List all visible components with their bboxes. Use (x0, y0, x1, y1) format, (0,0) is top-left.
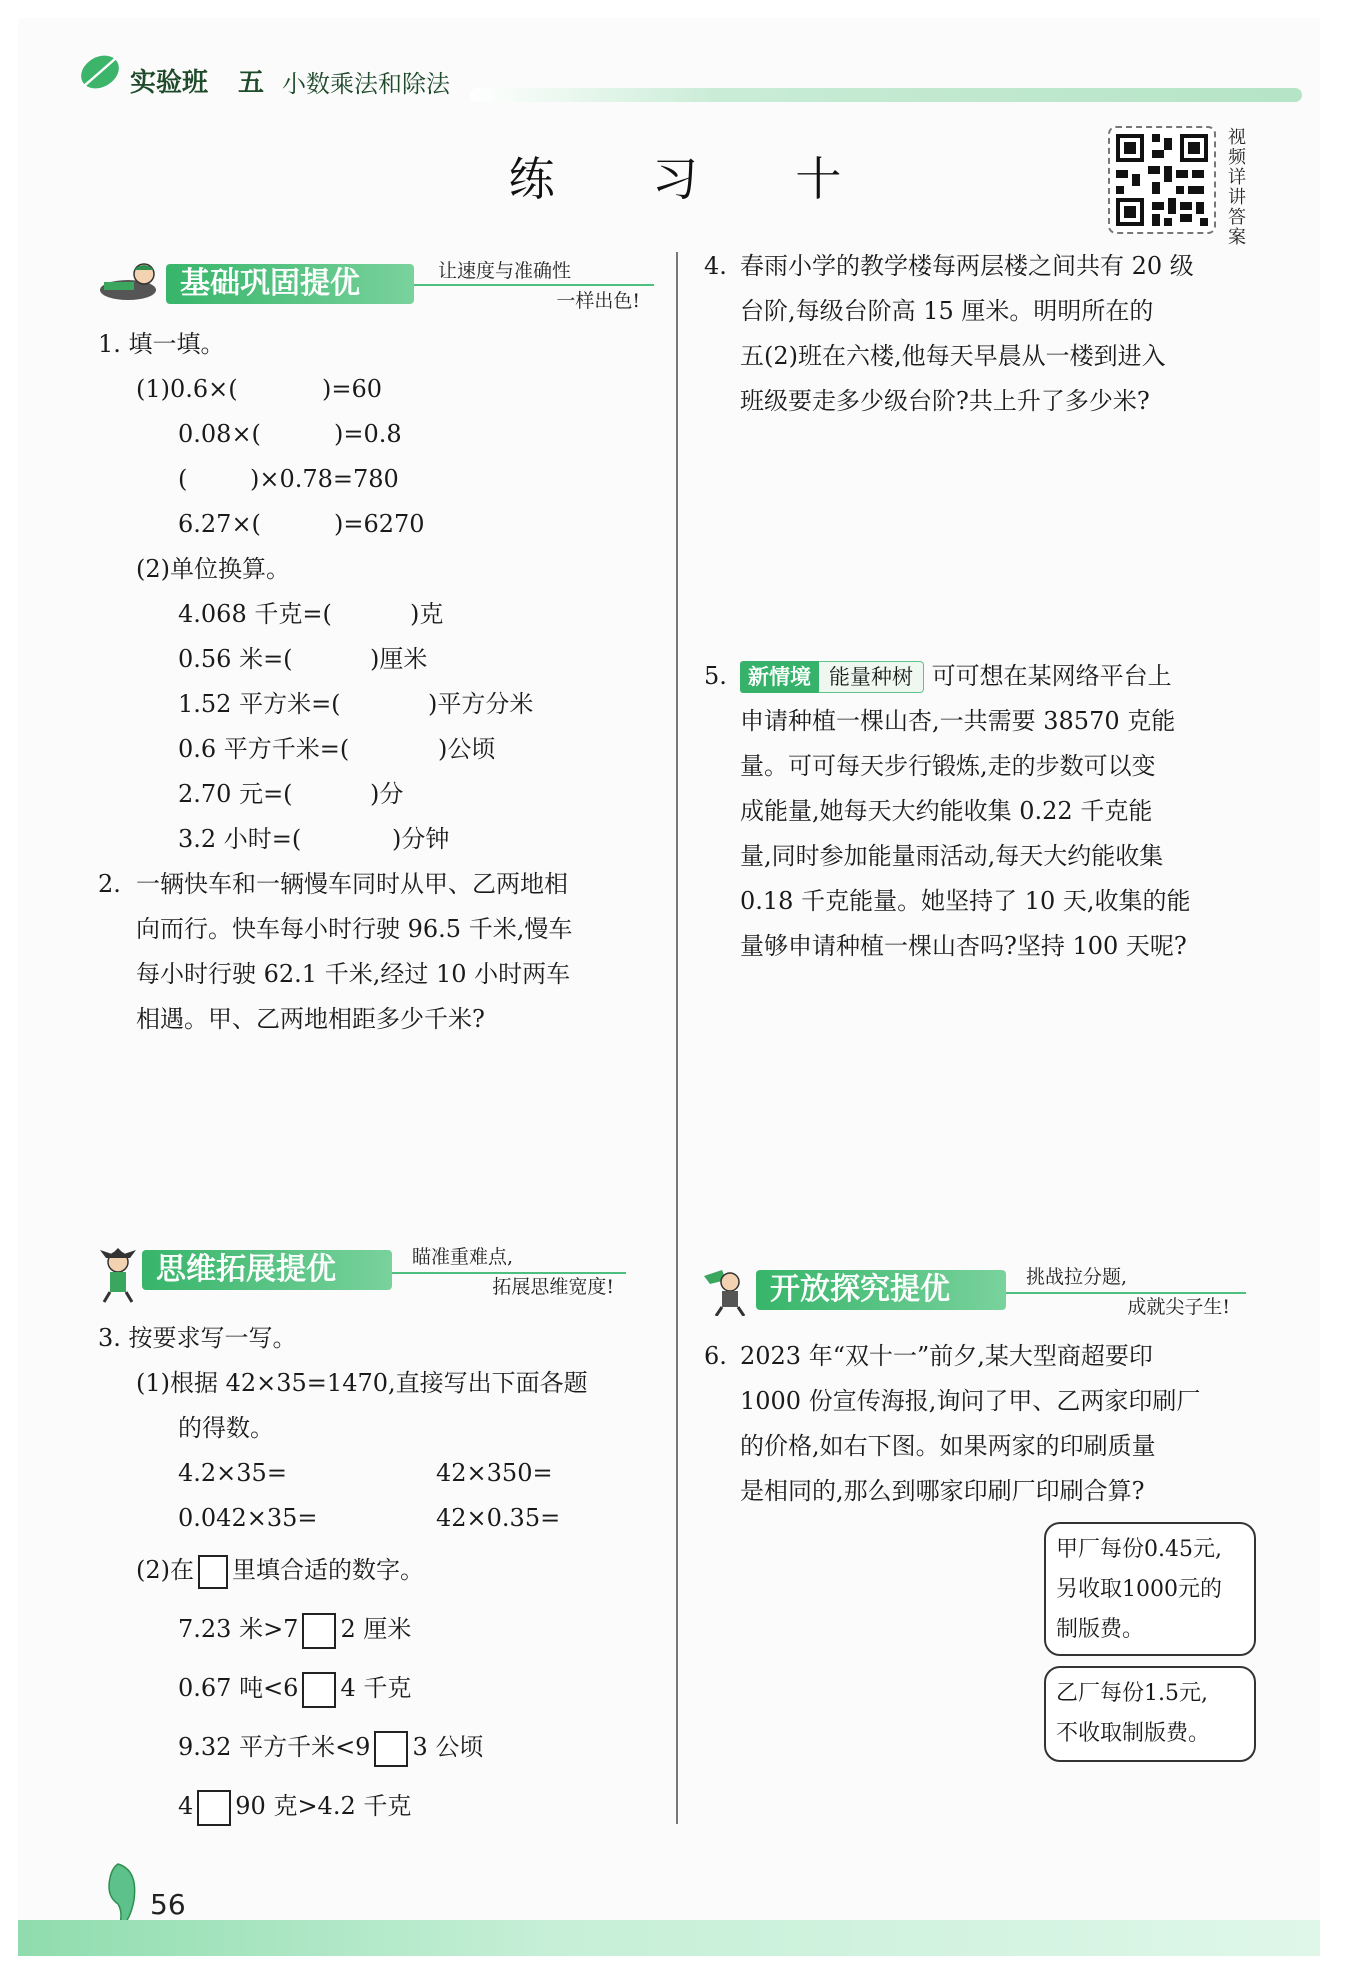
q3-compare-row: 7.23 米>7 2 厘米 (178, 1607, 411, 1652)
q1-line-a: ( (178, 465, 188, 493)
q2-line: 一辆快车和一辆慢车同时从甲、乙两地相 (136, 870, 568, 898)
q1-unit-a: 0.6 平方千米=( (178, 735, 350, 763)
tag-new-context: 新情境 (740, 661, 819, 693)
column-divider (676, 252, 678, 1824)
q2-line: 向而行。快车每小时行驶 96.5 千米,慢车 (136, 915, 573, 943)
section-thinking-motto: 瞄准重难点, 拓展思维宽度! (412, 1246, 614, 1298)
q3-compare-row: 0.67 吨<6 4 千克 (178, 1666, 411, 1711)
leaf-logo-icon (78, 52, 122, 92)
q2-number: 2. (98, 870, 121, 898)
q1-line-b: )=6270 (334, 510, 425, 538)
q1-unit-a: 2.70 元=( (178, 780, 293, 808)
q6-line: 2023 年“双十一”前夕,某大型商超要印 (740, 1342, 1153, 1370)
qr-caption: 视频详讲答案 (1228, 127, 1246, 248)
section-open-title: 开放探究提优 (756, 1270, 1006, 1310)
q4-line: 春雨小学的教学楼每两层楼之间共有 20 级 (740, 252, 1194, 280)
q1-heading: 1. 填一填。 (98, 330, 225, 358)
q5-number: 5. (704, 662, 727, 690)
q1-line-a: 0.08×( (178, 420, 261, 448)
q3-calc: 0.042×35= (178, 1504, 318, 1532)
page-title: 练 习 十 (508, 152, 883, 206)
q1-unit-a: 4.068 千克=( (178, 600, 332, 628)
q3-p1-line2: 的得数。 (178, 1414, 274, 1442)
explorer-mascot-icon (700, 1266, 754, 1316)
q5-line: 量。可可每天步行锻炼,走的步数可以变 (740, 752, 1156, 780)
q1-p2-heading: (2)单位换算。 (136, 555, 290, 583)
tag-energy-tree: 能量种树 (819, 661, 924, 693)
q3-p2-instruction: (2)在 里填合适的数字。 (136, 1548, 424, 1593)
section-basic-title: 基础巩固提优 (166, 264, 414, 304)
page-number: 56 (150, 1888, 186, 1921)
q3-p1-line1: (1)根据 42×35=1470,直接写出下面各题 (136, 1369, 588, 1397)
q1-unit-b: )公顷 (438, 735, 496, 763)
q1-unit-a: 3.2 小时=( (178, 825, 302, 853)
student-mascot-icon (98, 260, 164, 304)
q5-line: 申请种植一棵山杏,一共需要 38570 克能 (740, 707, 1176, 735)
answer-box[interactable] (302, 1613, 336, 1649)
footer-band (18, 1920, 1320, 1956)
q1-line-b: )×0.78=780 (250, 465, 399, 493)
q2-line: 每小时行驶 62.1 千米,经过 10 小时两车 (136, 960, 571, 988)
q3-calc: 42×350= (436, 1459, 553, 1487)
q1-unit-b: )分 (370, 780, 404, 808)
q5-line: 量够申请种植一棵山杏吗?坚持 100 天呢? (740, 932, 1187, 960)
q3-compare-row: 4 90 克>4.2 千克 (178, 1784, 411, 1829)
q6-line: 是相同的,那么到哪家印刷厂印刷合算? (740, 1477, 1145, 1505)
q6-number: 6. (704, 1342, 727, 1370)
header-topic: 小数乘法和除法 (282, 70, 450, 98)
q1-unit-a: 1.52 平方米=( (178, 690, 341, 718)
q5-first-line: 新情境 能量种树 可可想在某网络平台上 (740, 654, 1172, 699)
q1-unit-b: )分钟 (392, 825, 450, 853)
section-basic-motto: 让速度与准确性 一样出色! (438, 260, 640, 312)
q1-unit-b: )克 (410, 600, 444, 628)
q1-p1-label: (1)0.6×( (136, 375, 238, 403)
q3-compare-row: 9.32 平方千米<9 3 公顷 (178, 1725, 483, 1770)
q1-line-b: )=0.8 (334, 420, 402, 448)
section-thinking-title: 思维拓展提优 (142, 1250, 392, 1290)
q4-number: 4. (704, 252, 727, 280)
price-note-factory-a: 甲厂每份0.45元, 另收取1000元的 制版费。 (1044, 1522, 1256, 1656)
answer-box[interactable] (302, 1672, 336, 1708)
header-unit: 五 (238, 68, 265, 98)
q3-calc: 4.2×35= (178, 1459, 287, 1487)
q6-line: 的价格,如右下图。如果两家的印刷质量 (740, 1432, 1156, 1460)
q3-heading: 3. 按要求写一写。 (98, 1324, 297, 1352)
q1-unit-b: )平方分米 (428, 690, 534, 718)
q1-unit-b: )厘米 (370, 645, 428, 673)
q5-line: 量,同时参加能量雨活动,每天大约能收集 (740, 842, 1164, 870)
q5-line: 0.18 千克能量。她坚持了 10 天,收集的能 (740, 887, 1191, 915)
q1-line-a: 6.27×( (178, 510, 261, 538)
qr-code-icon[interactable] (1108, 126, 1216, 234)
q1-p1-tail: )=60 (322, 375, 383, 403)
q4-line: 五(2)班在六楼,他每天早晨从一楼到进入 (740, 342, 1166, 370)
q5-line: 成能量,她每天大约能收集 0.22 千克能 (740, 797, 1153, 825)
section-open-motto: 挑战拉分题, 成就尖子生! (1026, 1266, 1230, 1318)
answer-box[interactable] (197, 1790, 231, 1826)
q2-line: 相遇。甲、乙两地相距多少千米? (136, 1005, 485, 1033)
q1-unit-a: 0.56 米=( (178, 645, 293, 673)
header-band (470, 88, 1302, 102)
thinking-mascot-icon (96, 1248, 140, 1304)
q4-line: 班级要走多少级台阶?共上升了多少米? (740, 387, 1150, 415)
header-brand: 实验班 (130, 68, 209, 98)
q6-line: 1000 份宣传海报,询问了甲、乙两家印刷厂 (740, 1387, 1201, 1415)
answer-box[interactable] (374, 1731, 408, 1767)
price-note-factory-b: 乙厂每份1.5元, 不收取制版费。 (1044, 1666, 1256, 1762)
q4-line: 台阶,每级台阶高 15 厘米。明明所在的 (740, 297, 1154, 325)
q3-calc: 42×0.35= (436, 1504, 561, 1532)
answer-box[interactable] (198, 1555, 228, 1589)
